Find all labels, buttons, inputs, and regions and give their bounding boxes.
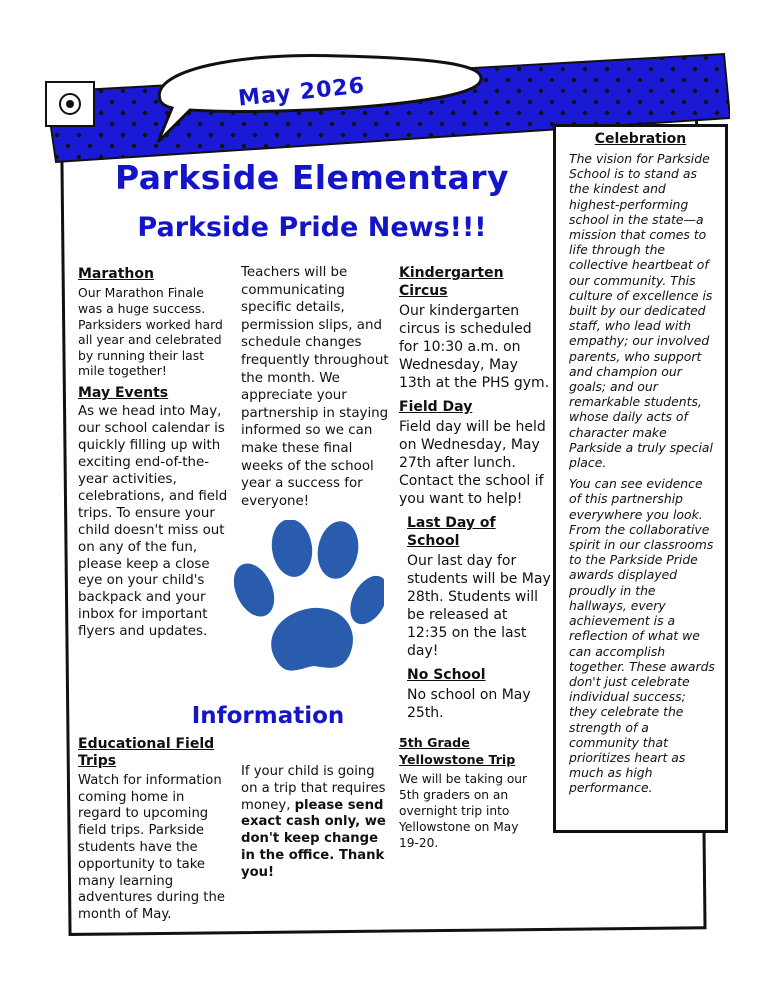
field-trips-cash-notice: please send exact cash only, we don't keep change in the office. Thank you! xyxy=(241,797,386,880)
yellowstone-column xyxy=(399,734,541,857)
field-day-heading: Field Day xyxy=(399,399,473,415)
last-day-section xyxy=(399,514,551,722)
field-trips-column xyxy=(78,736,228,930)
may-events-body-continued: Teachers will be communicating specific details, permission slips, and schedule changes frequently throughout the month. We appreciate your partnership in staying informed so we can make these final weeks of the school year a success for everyone! xyxy=(241,265,389,509)
target-icon xyxy=(60,94,80,114)
field-trips-heading: Educational Field Trips xyxy=(78,736,215,770)
yellowstone-body: We will be taking our 5th graders on an overnight trip into Yellowstone on May 19-20. xyxy=(399,771,528,850)
field-trips-body: Watch for information coming home in regard to upcoming field trips. Parkside students have the opportunity to take many learning adventures during the month of May. xyxy=(78,772,225,923)
may-events-body: As we head into May, our school calendar is quickly filling up with exciting end-of-the-year activities, celebrations, and field trips. To ensure your child doesn't miss out on any of the fun, please keep a close eye on your child's backpack and your inbox for important flyers and updates. xyxy=(78,404,228,640)
kindergarten-circus-heading: Kindergarten Circus xyxy=(399,265,504,299)
marathon-body: Our Marathon Finale was a huge success. Parksiders worked hard all year and celebrated by running their last mile together! xyxy=(78,285,223,379)
column-right xyxy=(399,264,551,728)
information-title: Information xyxy=(191,703,345,729)
last-day-body: Our last day for students will be May 28th. Students will be released at 12:35 on the last day! xyxy=(407,553,551,659)
column-middle xyxy=(241,264,391,516)
paw-print-icon xyxy=(234,520,384,690)
kindergarten-circus-body: Our kindergarten circus is scheduled for 10:30 a.m. on Wednesday, May 13th at the PHS gym. xyxy=(399,303,550,391)
no-school-body: No school on May 25th. xyxy=(407,687,531,721)
last-day-heading: Last Day of School xyxy=(407,515,496,549)
marathon-heading: Marathon xyxy=(78,266,154,282)
celebration-paragraph-2: You can see evidence of this partnership everywhere you look. From the collaborative spirit in our classrooms to the Parkside Pride awards displayed proudly in the hallways, every achievement is a reflection of what we can accomplish together. These awards don't just celebrate individual success; they celebrate the strength of a community that prioritizes heart as much as high performance. xyxy=(569,476,715,796)
yellowstone-heading: 5th Grade Yellowstone Trip xyxy=(399,735,516,768)
no-school-heading: No School xyxy=(407,667,486,683)
school-name: Parkside Elementary xyxy=(114,158,510,197)
newsletter-date: May 2026 xyxy=(237,73,367,112)
field-trips-body-continued: If your child is going on a trip that requires money, xyxy=(241,764,386,813)
newsletter-title: Parkside Pride News!!! xyxy=(137,212,487,243)
field-trips-column-continued xyxy=(241,764,393,888)
celebration-text xyxy=(556,147,725,796)
celebration-paragraph-1: The vision for Parkside School is to stand as the kindest and highest-performing school in the state—a mission that comes to life through the collective heartbeat of our community. This culture of excellence is built by our dedicated staff, who lead with empathy; our involved parents, who support and champion our goals; and our remarkable students, whose daily acts of character make Parkside a truly special place. xyxy=(569,151,713,471)
column-left xyxy=(78,266,230,647)
field-trips-continued-block xyxy=(241,764,393,882)
celebration-heading: Celebration xyxy=(594,131,687,147)
may-events-heading: May Events xyxy=(78,384,169,401)
celebration-sidebar xyxy=(553,124,728,833)
field-day-body: Field day will be held on Wednesday, May 27th after lunch. Contact the school if you want to help! xyxy=(399,419,546,507)
